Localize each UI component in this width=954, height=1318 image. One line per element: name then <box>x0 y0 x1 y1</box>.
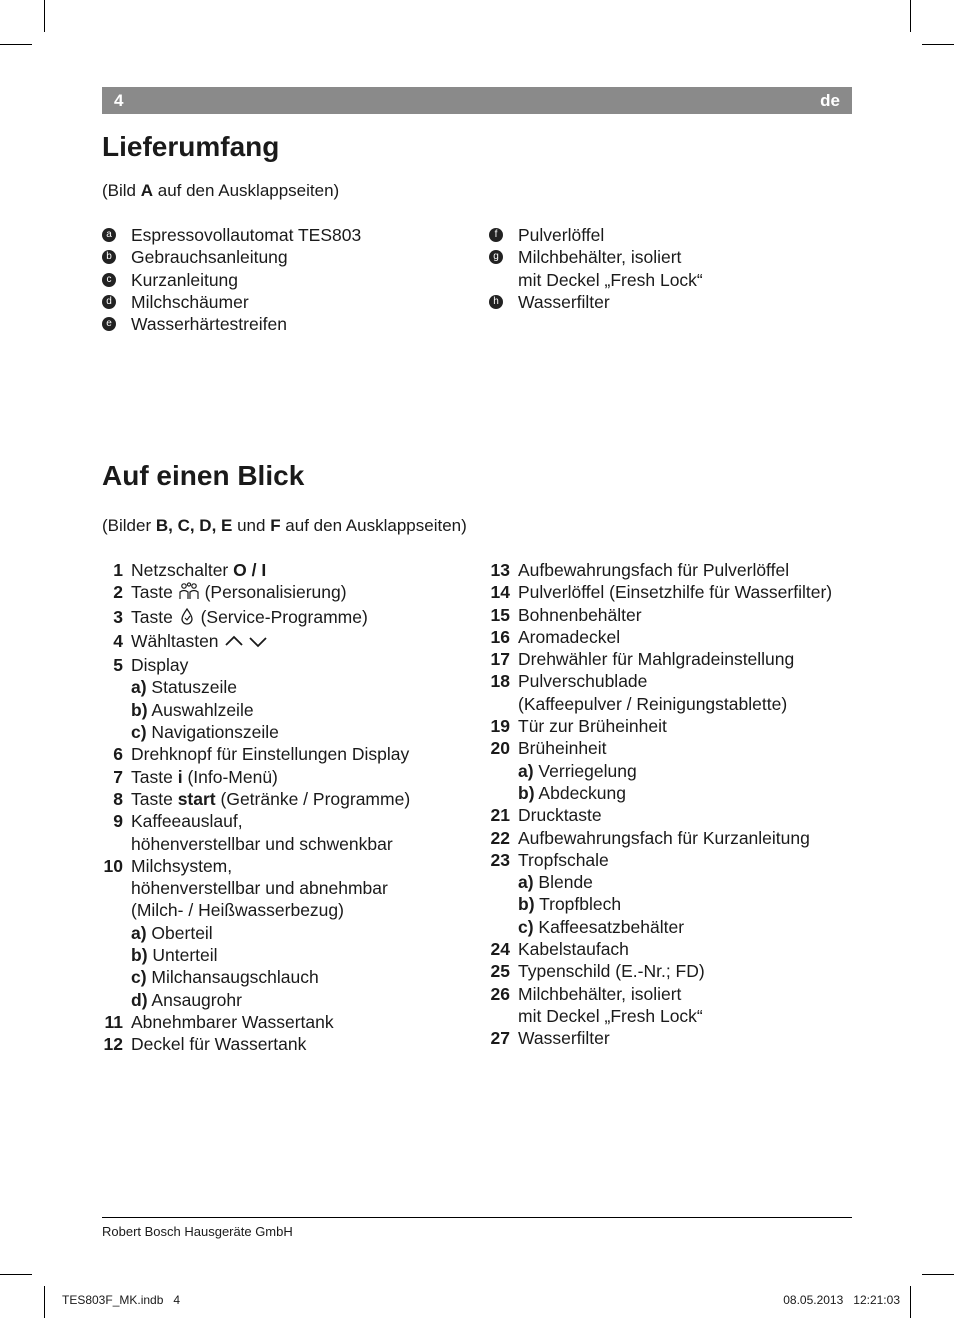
item-number: 6 <box>113 744 123 765</box>
item-text <box>131 1011 482 1033</box>
numbered-item <box>489 626 859 648</box>
sub-item-label: c) <box>131 722 147 743</box>
item-text <box>131 766 482 788</box>
item-number: 11 <box>104 1011 123 1032</box>
item-text <box>518 626 859 648</box>
numbered-item <box>102 743 482 765</box>
sub-item <box>131 676 482 698</box>
sub-item-label: d) <box>131 989 148 1010</box>
item-label: Taste <box>131 766 178 787</box>
list-item-text: mit Deckel „Fresh Lock“ <box>518 269 703 290</box>
item-text <box>131 581 482 605</box>
item-number: 1 <box>113 560 123 580</box>
section-title-lieferumfang: Lieferumfang <box>102 131 280 162</box>
page-header-bar <box>102 87 852 114</box>
sub-item-label: a) <box>131 677 147 698</box>
item-number: 23 <box>490 849 510 870</box>
item-continuation: (Milch- / Heißwasserbezug) <box>131 900 344 921</box>
item-number: 13 <box>490 560 510 580</box>
list-item-text: Wasserhärtestreifen <box>131 314 287 335</box>
lieferumfang-list-right <box>489 224 859 313</box>
sub-item-label: a) <box>518 872 534 893</box>
item-letter-badge: a <box>102 228 116 242</box>
list-item-text: Espressovollautomat TES803 <box>131 225 362 245</box>
numbered-item <box>102 630 482 654</box>
item-number: 5 <box>113 655 123 676</box>
sub-item-text: Tropfblech <box>534 894 622 915</box>
list-item-text: Milchbehälter, isoliert <box>518 247 682 268</box>
numbered-item <box>102 654 482 743</box>
crop-mark <box>922 44 954 45</box>
sub-item <box>518 760 859 782</box>
item-text <box>131 743 482 765</box>
item-text <box>518 804 859 826</box>
list-item <box>102 291 472 313</box>
list-item <box>102 246 472 268</box>
item-label: Wähltasten <box>131 630 224 651</box>
item-label: Taste <box>131 582 178 603</box>
item-text <box>131 559 482 581</box>
item-text <box>518 849 859 871</box>
item-number: 22 <box>490 827 510 848</box>
item-text <box>518 737 859 759</box>
sub-item-text: Ansaugrohr <box>147 989 242 1010</box>
item-letter-badge: h <box>489 295 503 309</box>
numbered-item <box>489 604 859 626</box>
item-label: Drehknopf für Einstellungen Display <box>131 744 410 765</box>
item-number: 18 <box>490 671 510 692</box>
item-continuation: (Kaffeepulver / Reinigungstablette) <box>518 693 788 714</box>
item-label: Bohnenbehälter <box>518 604 642 625</box>
list-item <box>489 246 859 291</box>
service-drop-icon <box>178 607 196 630</box>
auf-einen-blick-intro <box>102 516 467 536</box>
numbered-item <box>489 804 859 826</box>
sub-item <box>518 871 859 893</box>
item-number: 26 <box>490 983 510 1004</box>
crop-mark <box>0 1274 32 1275</box>
item-number: 16 <box>490 626 510 647</box>
intro-text: (Bilder <box>102 516 156 535</box>
lieferumfang-list-left <box>102 224 472 335</box>
item-text <box>518 559 859 581</box>
numbered-item <box>102 788 482 810</box>
crop-mark <box>44 0 45 32</box>
sub-item-text: Statuszeile <box>146 677 238 698</box>
intro-text: (Bild <box>102 181 141 200</box>
item-number: 21 <box>490 805 510 826</box>
item-label: Typenschild (E.-Nr.; FD) <box>518 961 705 982</box>
numbered-item <box>489 737 859 804</box>
item-label: Kaffeeauslauf, <box>131 811 243 832</box>
item-bold-label: start <box>177 788 216 809</box>
item-text <box>131 855 482 877</box>
item-label: Wasserfilter <box>518 1028 610 1049</box>
item-text <box>518 581 859 603</box>
sub-item <box>131 721 482 743</box>
item-label-suffix: (Personalisierung) <box>199 582 347 603</box>
item-label: Drucktaste <box>518 805 602 826</box>
numbered-item <box>102 559 482 581</box>
item-number: 12 <box>103 1034 123 1055</box>
sub-item-text: Milchansaugschlauch <box>146 967 319 988</box>
sub-item-text: Oberteil <box>146 922 213 943</box>
list-item-text: Wasserfilter <box>518 291 610 312</box>
list-item <box>489 224 859 246</box>
numbered-item <box>102 1033 482 1055</box>
item-label: Abnehmbarer Wassertank <box>131 1011 334 1032</box>
sub-item <box>518 782 859 804</box>
item-text <box>518 827 859 849</box>
item-label-suffix: (Info-Menü) <box>182 766 278 787</box>
crop-mark <box>44 1286 45 1318</box>
sub-item <box>131 922 482 944</box>
sub-item-text: Abdeckung <box>534 782 626 803</box>
item-number: 8 <box>113 788 123 809</box>
item-continuation: höhenverstellbar und schwenkbar <box>131 833 393 854</box>
item-label: Aufbewahrungsfach für Pulverlöffel <box>518 560 790 580</box>
item-label: Pulverschublade <box>518 671 648 692</box>
footer-rule <box>102 1217 852 1218</box>
sub-item <box>518 916 859 938</box>
item-text <box>131 810 482 832</box>
numbered-item <box>489 849 859 938</box>
sub-item <box>518 893 859 915</box>
sub-item <box>131 966 482 988</box>
numbered-item <box>489 559 859 581</box>
numbered-item <box>489 1027 859 1049</box>
sub-item-label: c) <box>518 916 534 937</box>
item-label-suffix: (Service-Programme) <box>195 606 368 627</box>
item-number: 10 <box>103 855 123 876</box>
numbered-item <box>489 715 859 737</box>
item-letter-badge: b <box>102 250 116 264</box>
language-code: de <box>820 91 840 110</box>
numbered-item <box>489 938 859 960</box>
intro-bold: A <box>140 181 154 200</box>
intro-text: auf den Ausklappseiten) <box>280 516 467 535</box>
sub-item-text: Kaffeesatzbehälter <box>533 916 685 937</box>
item-number: 25 <box>490 961 510 982</box>
numbered-item <box>489 827 859 849</box>
sub-item <box>131 989 482 1011</box>
item-text <box>131 630 482 654</box>
item-continuation: mit Deckel „Fresh Lock“ <box>518 1005 703 1026</box>
lieferumfang-intro <box>102 181 339 201</box>
item-letter-badge: f <box>489 228 503 242</box>
crop-mark <box>0 44 32 45</box>
list-item-text: Milchschäumer <box>131 291 249 312</box>
list-item <box>102 224 472 246</box>
item-label: Drehwähler für Mahlgradeinstellung <box>518 649 795 670</box>
numbered-item <box>102 606 482 630</box>
item-number: 2 <box>113 582 123 603</box>
persons-icon <box>178 582 200 605</box>
list-item <box>102 269 472 291</box>
item-letter-badge: d <box>102 295 116 309</box>
list-item-text: Pulverlöffel <box>518 225 605 245</box>
item-label: Pulverlöffel (Einsetzhilfe für Wasserfilter) <box>518 582 833 603</box>
item-text <box>131 1033 482 1055</box>
list-item-text: Gebrauchsanleitung <box>131 247 288 268</box>
item-label-suffix: (Getränke / Programme) <box>215 788 411 809</box>
sub-item-text: Unterteil <box>147 945 218 966</box>
numbered-item <box>102 581 482 605</box>
sub-item-text: Blende <box>533 872 593 893</box>
sub-item-label: b) <box>518 782 535 803</box>
numbered-item <box>102 810 482 855</box>
item-number: 3 <box>113 606 123 627</box>
item-number: 24 <box>490 939 510 960</box>
item-text <box>518 648 859 670</box>
sub-item-label: b) <box>131 699 148 720</box>
item-number: 17 <box>490 649 510 670</box>
page-number: 4 <box>114 91 124 110</box>
item-letter-badge: e <box>102 317 116 331</box>
item-text <box>518 670 859 692</box>
item-label: Deckel für Wassertank <box>131 1034 307 1055</box>
item-label: Milchsystem, <box>131 855 233 876</box>
item-label: Milchbehälter, isoliert <box>518 983 682 1004</box>
print-slug-file: TES803F_MK.indb 4 <box>62 1293 181 1307</box>
item-number: 4 <box>113 630 123 651</box>
crop-mark <box>910 1286 911 1318</box>
item-number: 19 <box>490 716 510 737</box>
numbered-item <box>489 960 859 982</box>
item-letter-badge: g <box>489 250 503 264</box>
item-text <box>131 654 482 676</box>
item-label: Display <box>131 655 189 676</box>
list-item <box>489 291 859 313</box>
numbered-item <box>102 766 482 788</box>
sub-item-label: b) <box>518 894 535 915</box>
sub-item-label: a) <box>131 922 147 943</box>
parts-list-left <box>102 559 482 1056</box>
item-text <box>518 604 859 626</box>
numbered-item <box>489 670 859 715</box>
item-label: Kabelstaufach <box>518 939 629 960</box>
item-number: 9 <box>113 811 123 832</box>
item-number: 14 <box>490 582 510 603</box>
numbered-item <box>102 855 482 1011</box>
intro-bold: F <box>270 516 281 535</box>
parts-list-right <box>489 559 859 1050</box>
item-label: Aromadeckel <box>518 626 621 647</box>
item-text <box>518 983 859 1005</box>
sub-item-text: Navigationszeile <box>146 722 279 743</box>
sub-item-label: b) <box>131 945 148 966</box>
numbered-item <box>489 983 859 1028</box>
item-label: Brüheinheit <box>518 738 607 759</box>
item-number: 7 <box>113 766 123 787</box>
intro-text: und <box>232 516 271 535</box>
intro-bold: B, C, D, E <box>155 516 233 535</box>
item-label: Taste <box>131 788 178 809</box>
item-number: 15 <box>490 604 510 625</box>
list-item <box>102 313 472 335</box>
item-continuation: höhenverstellbar und abnehmbar <box>131 878 388 899</box>
footer-company: Robert Bosch Hausgeräte GmbH <box>102 1224 293 1239</box>
arrows-up-down-icon <box>223 632 269 654</box>
numbered-item <box>489 581 859 603</box>
crop-mark <box>910 0 911 32</box>
item-text <box>518 1027 859 1049</box>
item-letter-badge: c <box>102 273 116 287</box>
sub-item-label: c) <box>131 967 147 988</box>
item-number: 20 <box>490 738 510 759</box>
sub-item <box>131 944 482 966</box>
item-text <box>518 960 859 982</box>
item-text <box>518 715 859 737</box>
print-slug-date: 08.05.2013 12:21:03 <box>783 1293 900 1307</box>
item-label: Taste <box>131 606 178 627</box>
item-label: Tropfschale <box>518 849 609 870</box>
item-number: 27 <box>490 1028 510 1049</box>
sub-item-label: a) <box>518 760 534 781</box>
sub-item <box>131 699 482 721</box>
item-label: Netzschalter <box>131 560 234 580</box>
item-text <box>131 788 482 810</box>
item-bold-label: O / I <box>233 560 267 580</box>
section-title-auf-einen-blick: Auf einen Blick <box>102 460 305 491</box>
item-label: Aufbewahrungsfach für Kurzanleitung <box>518 827 810 848</box>
numbered-item <box>102 1011 482 1033</box>
item-text <box>131 606 482 630</box>
item-label: Tür zur Brüheinheit <box>518 716 667 737</box>
sub-item-text: Auswahlzeile <box>147 699 254 720</box>
intro-text: auf den Ausklappseiten) <box>153 181 340 200</box>
sub-item-text: Verriegelung <box>533 760 637 781</box>
item-bold-label: i <box>177 766 183 787</box>
crop-mark <box>922 1274 954 1275</box>
list-item-text: Kurzanleitung <box>131 269 239 290</box>
item-text <box>518 938 859 960</box>
numbered-item <box>489 648 859 670</box>
